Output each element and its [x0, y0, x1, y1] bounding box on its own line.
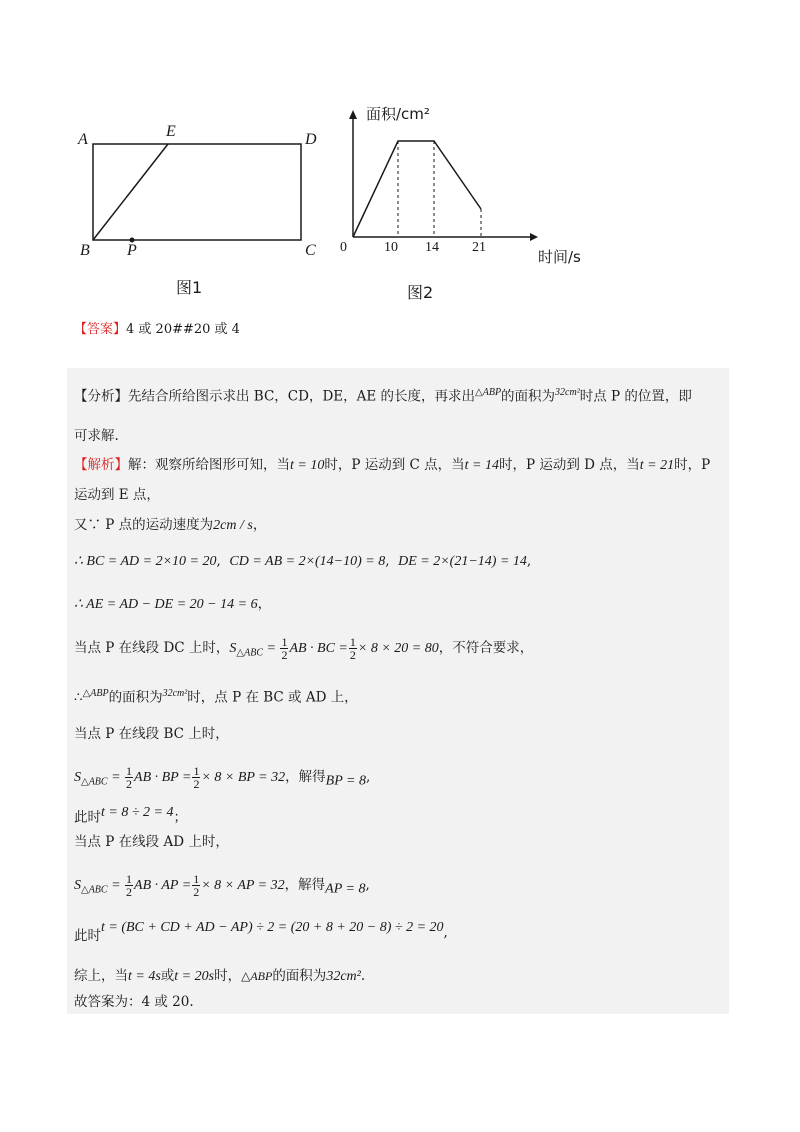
solution-text: ， — [252, 517, 267, 533]
math-expression: × 8 × BP = 32 — [201, 770, 286, 785]
math-expression: △ABP — [241, 969, 273, 983]
solution-text: 此时 — [74, 809, 101, 826]
tick-14: 14 — [425, 240, 439, 255]
math-expression: S — [74, 878, 81, 893]
math-subscript: △ABC — [81, 884, 108, 896]
math-expression: t = (BC + CD + AD − AP) ÷ 2 = (20 + 8 + 20 − 8) ÷ 2 = 20 — [101, 920, 444, 935]
solution-line-11: 当点 P 在线段 AD 上时， — [74, 834, 229, 850]
math-expression: 32cm² — [162, 688, 188, 699]
math-expression: △ABP — [82, 688, 109, 699]
tick-21: 21 — [472, 240, 486, 255]
answer-text: 4 或 20##20 或 4 — [126, 322, 240, 337]
fraction-half — [125, 873, 133, 898]
solution-text: 时，P 运动到 D 点，当 — [498, 457, 640, 473]
solution-text: 当点 P 在线段 DC 上时， — [74, 640, 230, 656]
fraction-numerator: 1 — [281, 635, 288, 649]
analysis-area: 32cm² — [555, 387, 580, 398]
math-expression: t = 21 — [639, 458, 675, 473]
fraction-half — [192, 873, 200, 898]
answer-tag: 【答案】 — [74, 322, 127, 337]
analysis-tag: 【分析】 — [74, 388, 128, 405]
math-subscript: △ABC — [81, 776, 108, 788]
math-expression: t = 20s — [174, 969, 215, 984]
solution-line-12: $S_{\triangle ABC}$ = $\frac{1}{2}$ AB · AP = $\frac{1}{2}$ × 8 × AP = 32，解得AP = 8, — [74, 872, 370, 899]
figure-2 — [340, 105, 540, 255]
fraction-half — [125, 765, 133, 790]
solution-text: 或 — [160, 968, 175, 984]
analysis-text-1e: 时点 P 的位置，即 — [579, 388, 692, 405]
area-time-graph — [353, 141, 481, 237]
y-axis-arrow — [349, 110, 357, 119]
fraction-numerator: 1 — [349, 635, 356, 649]
segment-be — [93, 144, 168, 240]
math-expression: AP = 8 — [325, 881, 366, 897]
vertex-d-label: D — [305, 131, 317, 148]
math-expression: t = 14 — [464, 458, 499, 473]
rectangle-abcd — [93, 144, 301, 240]
x-axis-arrow — [530, 233, 538, 241]
fraction-denominator: 2 — [193, 777, 200, 791]
math-expression: AB · BC = — [289, 641, 348, 656]
solution-text: 此时 — [74, 928, 101, 945]
math-expression: × 8 × 20 = 80 — [357, 641, 439, 656]
solution-text: 的面积为 — [272, 968, 327, 984]
fraction-denominator: 2 — [126, 777, 133, 791]
vertex-e-label: E — [166, 123, 176, 140]
solution-line-3 — [74, 515, 266, 536]
solution-text: ，解得 — [284, 877, 326, 893]
figure-1-caption: 图1 — [176, 278, 203, 297]
fraction-half — [192, 765, 200, 790]
fraction-denominator: 2 — [281, 648, 288, 662]
math-subscript: △ABC — [236, 647, 263, 659]
math-expression: S — [229, 641, 237, 656]
solution-text: ，不符合要求， — [438, 640, 534, 656]
solution-line-2: 运动到 E 点， — [74, 487, 160, 503]
vertex-a-label: A — [78, 131, 88, 148]
math-expression: t = 4s — [128, 969, 161, 984]
solution-line-7 — [74, 684, 358, 708]
solution-text: 综上，当 — [74, 968, 128, 984]
solution-line-9: $S_{\triangle ABC}$ = $\frac{1}{2}$ AB · BP = $\frac{1}{2}$ × 8 × BP = 32，解得BP = 8, — [74, 764, 371, 791]
math-expression: t = 10 — [290, 458, 325, 473]
fraction-numerator: 1 — [193, 764, 200, 778]
fraction-half — [349, 636, 357, 661]
fraction-numerator: 1 — [126, 764, 133, 778]
solution-line-10 — [74, 803, 187, 828]
solution-line-14: 综上，当t = 4s或t = 20s时，△ABP的面积为32cm². — [74, 968, 366, 984]
math-expression: DE = 2×(21−14) = 14 — [398, 554, 527, 569]
fraction-denominator: 2 — [126, 885, 133, 899]
fraction-denominator: 2 — [349, 648, 356, 662]
figure-2-caption: 图2 — [407, 283, 434, 302]
math-expression: × 8 × AP = 32 — [201, 878, 285, 893]
solution-line-8: 当点 P 在线段 BC 上时， — [74, 726, 229, 742]
solution-line-6: 当点 P 在线段 DC 上时，$S_{\triangle ABC}$ = $\frac{1}{2}$ AB · BC = $\frac{1}{2}$ × 8 × 20 = 80，不符合要求， — [74, 635, 534, 662]
vertex-c-label: C — [305, 242, 316, 259]
origin-label: 0 — [340, 240, 347, 255]
math-expression: 2cm / s — [213, 518, 253, 533]
math-expression: BP = 8 — [325, 773, 366, 789]
answer-line — [74, 318, 240, 337]
solution-line-4: ∴ BC = AD = 2×10 = 20, CD = AB = 2×(14−10) = 8, DE = 2×(21−14) = 14, — [74, 553, 532, 569]
math-expression: S — [74, 770, 81, 785]
x-axis-label: 时间/s — [538, 248, 581, 266]
math-expression: t = 8 ÷ 2 = 4 — [101, 805, 174, 820]
math-expression: ∴ AE = AD − DE = 20 − 14 = 6 — [74, 597, 258, 612]
fraction-half — [280, 636, 288, 661]
solution-text: ； — [173, 809, 187, 826]
analysis-text-1a: 先结合所给图示求出 BC，CD，DE，AE 的长度，再求出 — [128, 388, 476, 405]
solution-text: 时， — [214, 968, 242, 984]
solution-line-5: ∴ AE = AD − DE = 20 − 14 = 6， — [74, 596, 272, 612]
fraction-denominator: 2 — [193, 885, 200, 899]
analysis-text-1c: 的面积为 — [501, 388, 556, 405]
solution-tag: 【解析】 — [74, 457, 128, 473]
math-expression: ∴ BC = AD = 2×10 = 20 — [74, 554, 217, 569]
solution-text: 解：观察所给图形可知，当 — [128, 457, 290, 473]
solution-text: ∴ — [74, 689, 83, 706]
y-axis-label: 面积/cm² — [366, 105, 430, 123]
solution-line-1 — [74, 455, 710, 476]
analysis-line-1 — [74, 383, 692, 407]
math-expression: CD = AB = 2×(14−10) = 8 — [229, 554, 386, 569]
vertex-b-label: B — [80, 242, 90, 259]
analysis-line-2: 可求解. — [74, 428, 119, 444]
point-p-label: P — [127, 242, 137, 259]
solution-line-15: 故答案为：4 或 20. — [74, 994, 194, 1010]
solution-text: 的面积为 — [108, 689, 163, 706]
solution-text: 时，P 运动到 C 点，当 — [324, 457, 465, 473]
solution-text: 又∵ P 点的运动速度为 — [74, 517, 214, 533]
math-expression: 32cm² — [326, 969, 361, 984]
solution-text: 时，点 P 在 BC 或 AD 上， — [187, 689, 358, 706]
solution-text: 时，P — [674, 457, 711, 473]
solution-text: ，解得 — [285, 769, 326, 785]
fraction-numerator: 1 — [193, 872, 200, 886]
solution-line-13: 此时t = (BC + CD + AD − AP) ÷ 2 = (20 + 8 + 20 − 8) ÷ 2 = 20, — [74, 920, 448, 945]
fraction-numerator: 1 — [126, 872, 133, 886]
analysis-abp: △ABP — [475, 387, 502, 398]
tick-10: 10 — [384, 240, 398, 255]
math-expression: AB · BP = — [134, 770, 192, 785]
math-expression: AB · AP = — [134, 878, 192, 893]
